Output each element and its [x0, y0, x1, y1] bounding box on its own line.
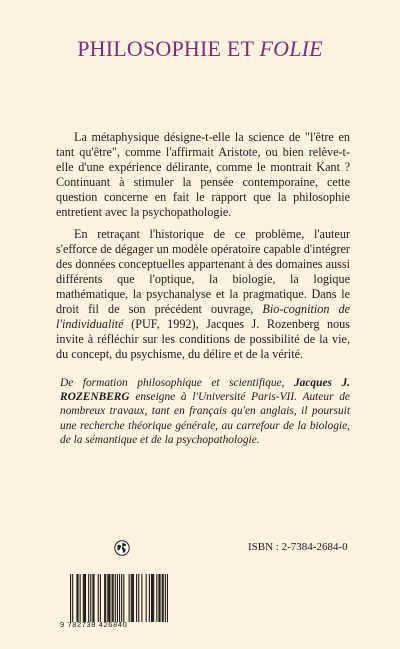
blurb	[56, 130, 350, 368]
barcode-bar	[72, 574, 73, 622]
barcode-bar	[138, 574, 139, 622]
barcode-bar	[100, 574, 101, 622]
barcode-bar	[136, 574, 137, 622]
barcode-bar	[162, 574, 163, 622]
blurb-p2-start: En retraçant l'historique de ce problème, l'auteur s'efforce de dégager un modèle opératoire capable d'intégrer des données conceptuelles appartenant à des domaines aussi différents que l'optique, la biologie, la logique mathématique, la psychanalyse et la pragmatique. Dans le droit fil de son précédent ouvrage,	[56, 226, 350, 317]
barcode-bar	[85, 574, 86, 622]
barcode-bar	[146, 574, 147, 622]
barcode-bar	[163, 574, 164, 622]
barcode-bar	[113, 574, 114, 622]
barcode-bar	[90, 574, 91, 622]
barcode-bar	[107, 574, 108, 622]
barcode-bar	[141, 574, 142, 622]
barcode-bar	[115, 574, 116, 622]
blurb-paragraph-2	[56, 227, 350, 363]
barcode-bar	[98, 574, 99, 622]
barcode-bar	[70, 574, 71, 622]
barcode-bar	[158, 574, 159, 622]
barcode-bar	[88, 574, 89, 622]
barcode-bar	[105, 574, 106, 622]
barcode-bar	[77, 574, 78, 622]
blurb-paragraph-1: La métaphysique désigne-t-elle la science de "l'être en tant qu'être", comme l'affirmait Aristote, ou bien relève-t-elle d'une expérience délirante, comme le montrait Kant ? Continuant à stimuler la pensée contemporaine, cette question concerne en fait le rapport que la philosophie entretient avec la psychopathologie.	[56, 130, 350, 220]
title-italic: FOLIE	[259, 36, 323, 61]
barcode-bar	[104, 574, 105, 622]
barcode-bar	[167, 574, 168, 622]
barcode-digits: 9 782738 426840	[60, 620, 128, 629]
barcode-bar	[112, 574, 113, 622]
barcode-bar	[133, 574, 134, 622]
barcode-bar	[156, 574, 157, 622]
barcode-bar	[149, 574, 150, 622]
title-upright: PHILOSOPHIE ET	[77, 36, 254, 61]
barcode-bar	[159, 574, 160, 622]
author-bio	[60, 376, 350, 447]
bio-start: De formation philosophique et scientifique,	[60, 377, 294, 389]
barcode-bar	[92, 574, 93, 622]
barcode-bar	[129, 574, 130, 622]
barcode-bar	[109, 574, 110, 622]
barcode-bar	[83, 574, 84, 622]
barcode-bar	[153, 574, 154, 622]
book-title	[0, 36, 400, 62]
barcode-bar	[165, 574, 166, 622]
barcode-bar	[80, 574, 81, 622]
barcode-bar	[108, 574, 109, 622]
barcode-bar	[123, 574, 124, 622]
barcode-bar	[121, 574, 122, 622]
barcode-bar	[93, 574, 94, 622]
bio-end: enseigne à l'Université Paris-VII. Auteur de nombreux travaux, tant en français qu'en anglais, il poursuit une recherche théorique générale, au carrefour de la biologie, de la sémantique et de la psychopathologie.	[60, 391, 350, 446]
barcode-bar	[76, 574, 77, 622]
barcode-bar	[151, 574, 152, 622]
barcode-bar	[119, 574, 120, 622]
blurb-p2-end: (PUF, 1992), Jacques J. Rozenberg nous invite à réfléchir sur les conditions de possibilité de la vie, du concept, du psychisme, du délire et de la vérité.	[56, 317, 350, 362]
barcode-bar	[117, 574, 118, 622]
barcode-bar	[152, 574, 153, 622]
barcode	[70, 574, 168, 622]
barcode-bar	[84, 574, 85, 622]
blurb-book-title: Bio-cognition de l'individualité	[56, 302, 350, 332]
barcode-bar	[131, 574, 132, 622]
barcode-bar	[132, 574, 133, 622]
author-name: Jacques J. ROZENBERG	[60, 377, 351, 404]
isbn: ISBN : 2-7384-2684-0	[248, 541, 348, 553]
barcode-bars	[70, 574, 168, 622]
globe-logo-icon	[114, 540, 130, 556]
